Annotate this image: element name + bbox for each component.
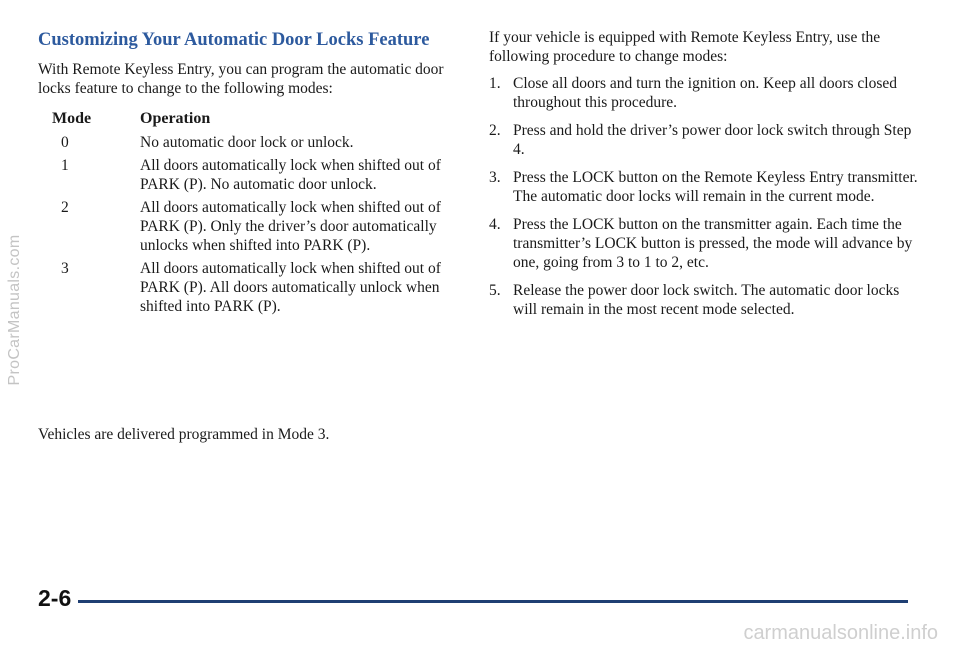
- intro-paragraph: With Remote Keyless Entry, you can program the automatic door locks feature to change to the following modes:: [38, 61, 444, 97]
- procedure-step: [489, 215, 919, 272]
- mode-column-header: Mode: [52, 110, 92, 127]
- footer-rule: [78, 600, 908, 603]
- left-column: [38, 28, 448, 316]
- step-number: 5.: [489, 282, 501, 299]
- step-text: Close all doors and turn the ignition on. Keep all doors closed throughout this procedure.: [513, 75, 897, 111]
- mode-operation: All doors automatically lock when shifted out of PARK (P). All doors automatically unlock when shifted into PARK (P).: [140, 260, 441, 315]
- mode-operation: All doors automatically lock when shifted out of PARK (P). Only the driver’s door automatically unlocks when shifted into PARK (P).: [140, 199, 441, 254]
- step-text: Press and hold the driver’s power door lock switch through Step 4.: [513, 122, 912, 158]
- mode-row: [38, 259, 448, 316]
- watermark-text: ProCarManuals.com: [6, 234, 23, 386]
- step-text: Press the LOCK button on the Remote Keyless Entry transmitter. The automatic door locks will remain in the current mode.: [513, 169, 918, 205]
- procedure-step: [489, 168, 919, 206]
- mode-row: [38, 133, 448, 152]
- section-heading: Customizing Your Automatic Door Locks Feature: [38, 30, 430, 50]
- step-number: 3.: [489, 169, 501, 186]
- operation-column-header: Operation: [140, 110, 211, 127]
- delivery-note: Vehicles are delivered programmed in Mode 3.: [38, 426, 330, 443]
- right-column: [489, 28, 919, 328]
- side-watermark: [3, 180, 27, 440]
- site-credit: carmanualsonline.info: [743, 622, 938, 644]
- procedure-step: [489, 281, 919, 319]
- step-number: 2.: [489, 122, 501, 139]
- step-number: 4.: [489, 216, 501, 233]
- procedure-step: [489, 121, 919, 159]
- mode-table-header: [38, 109, 448, 129]
- mode-number: 1: [61, 157, 69, 174]
- mode-number: 2: [61, 199, 69, 216]
- mode-table: [38, 109, 448, 316]
- mode-row: [38, 198, 448, 255]
- mode-number: 3: [61, 260, 69, 277]
- step-text: Release the power door lock switch. The automatic door locks will remain in the most recent mode selected.: [513, 282, 900, 318]
- mode-operation: No automatic door lock or unlock.: [140, 134, 354, 151]
- step-text: Press the LOCK button on the transmitter again. Each time the transmitter’s LOCK button is pressed, the mode will advance by one, going from 3 to 1 to 2, etc.: [513, 216, 913, 271]
- page-number: 2-6: [38, 585, 72, 611]
- mode-number: 0: [61, 134, 69, 151]
- procedure-intro: If your vehicle is equipped with Remote Keyless Entry, use the following procedure to change modes:: [489, 29, 881, 65]
- step-number: 1.: [489, 75, 501, 92]
- procedure-step: [489, 74, 919, 112]
- mode-row: [38, 156, 448, 194]
- mode-operation: All doors automatically lock when shifted out of PARK (P). No automatic door unlock.: [140, 157, 441, 193]
- procedure-steps: [489, 74, 919, 319]
